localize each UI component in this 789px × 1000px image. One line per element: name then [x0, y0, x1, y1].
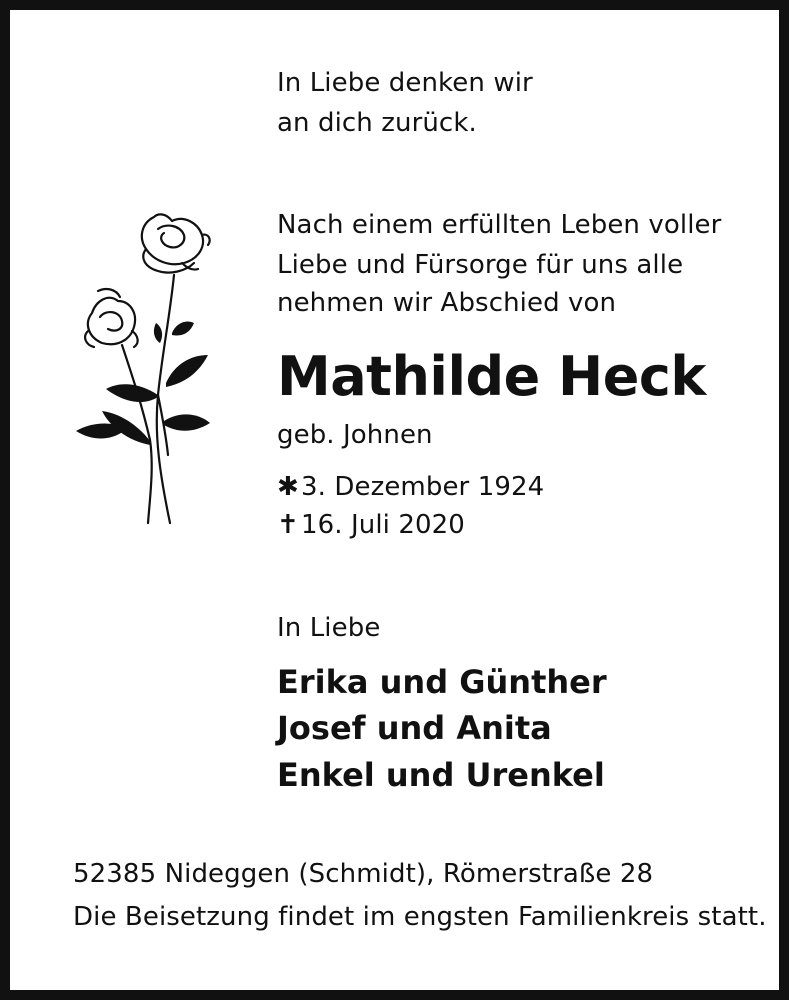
farewell-line-3: nehmen wir Abschied von — [277, 288, 617, 318]
intro-line-1: In Liebe denken wir — [277, 68, 533, 98]
intro-line-2: an dich zurück. — [277, 108, 477, 138]
farewell-line-2: Liebe und Fürsorge für uns alle — [277, 250, 684, 280]
closing-text: In Liebe — [277, 613, 381, 643]
asterisk-icon: ✱ — [277, 472, 299, 502]
family-line-2: Josef und Anita — [277, 709, 552, 747]
funeral-notice: Die Beisetzung findet im engsten Familienkreis statt. — [73, 902, 767, 932]
birth-date: 3. Dezember 1924 — [301, 472, 545, 502]
address: 52385 Nideggen (Schmidt), Römerstraße 28 — [73, 859, 654, 889]
farewell-line-1: Nach einem erfüllten Leben voller — [277, 210, 722, 240]
death-date-line — [277, 512, 465, 538]
rose-icon — [62, 205, 222, 530]
family-line-3: Enkel und Urenkel — [277, 756, 605, 794]
deceased-name: Mathilde Heck — [277, 345, 706, 408]
cross-icon: ✝ — [277, 510, 299, 540]
birth-date-line — [277, 474, 544, 500]
maiden-name: geb. Johnen — [277, 420, 433, 450]
family-line-1: Erika und Günther — [277, 663, 607, 701]
death-date: 16. Juli 2020 — [301, 510, 465, 540]
